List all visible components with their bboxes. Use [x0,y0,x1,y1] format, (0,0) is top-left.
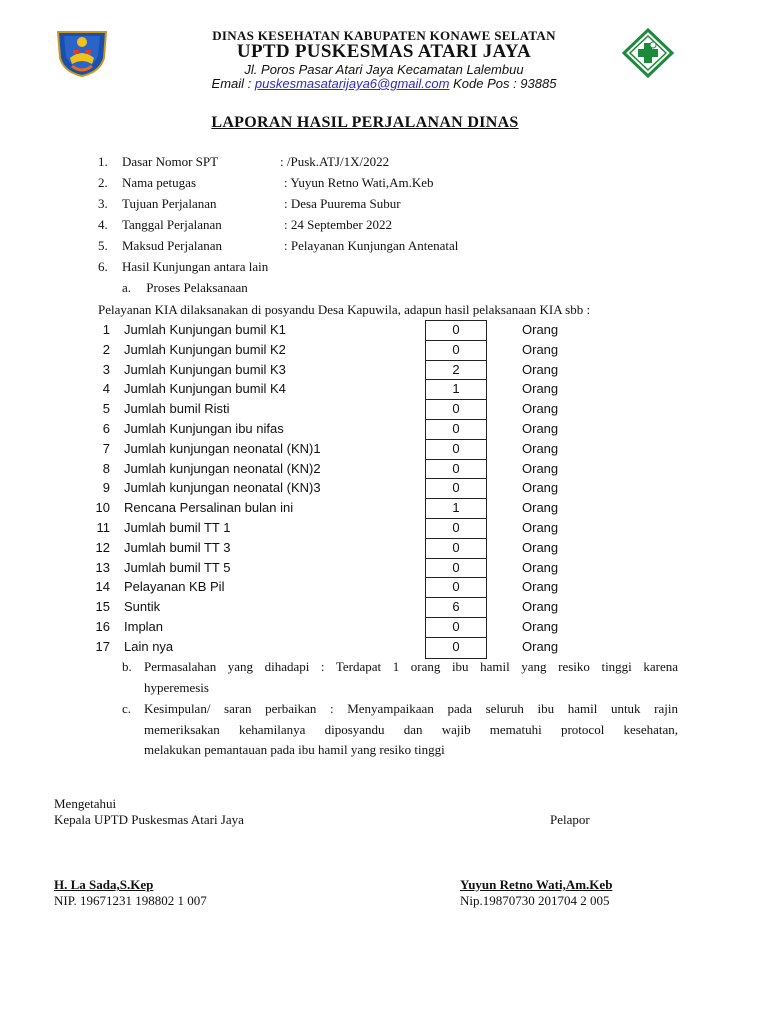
kia-table [82,320,768,660]
kia-row-label: Jumlah Kunjungan bumil K2 [124,341,286,357]
kia-row-number: 17 [95,638,110,654]
kia-row [82,498,768,518]
kia-row-value: 2 [452,361,460,377]
kia-row-label: Jumlah bumil TT 1 [124,520,231,535]
kia-row-number: 11 [96,520,110,535]
kia-row-number: 14 [95,579,110,595]
kia-row-value: 0 [452,421,460,436]
kia-row [82,340,768,360]
section-b-letter: b. [122,659,132,674]
head-name: H. La Sada,S.Kep [54,877,154,892]
kia-row-label: Jumlah bumil TT 3 [124,539,231,555]
info-number: 1. [98,154,108,169]
kia-row-number: 13 [95,559,110,575]
kia-row-number: 16 [95,619,110,634]
kia-row-number: 8 [102,460,110,476]
address: Jl. Poros Pasar Atari Jaya Kecamatan Lalembuu [244,62,524,77]
kia-row [82,399,768,419]
kia-row-number: 4 [102,381,110,397]
kia-row-unit: Orang [522,638,559,654]
section-c-letter: c. [122,701,132,716]
info-label: Dasar Nomor SPT [122,154,219,169]
kia-row [82,617,768,637]
section-a-label: Proses Pelaksanaan [146,280,248,295]
info-row [98,173,698,193]
organization-name: UPTD PUSKESMAS ATARI JAYA [236,41,532,62]
kia-row-number: 6 [102,421,110,436]
kia-row-number: 12 [95,539,110,555]
kia-row-value: 0 [452,619,460,634]
head-nip: NIP. 19671231 198802 1 007 [54,893,207,908]
info-number: 2. [98,175,108,190]
kia-row-value: 0 [452,341,460,357]
kia-row-label: Suntik [124,599,161,615]
section-b [122,657,678,698]
kia-row [82,558,768,578]
info-number: 3. [98,196,108,211]
kia-row-unit: Orang [522,460,559,476]
kia-row-label: Jumlah bumil Risti [124,401,230,417]
kia-row [82,320,768,340]
acknowledged-label: Mengetahui [54,796,117,811]
info-row [98,257,698,277]
kia-row-unit: Orang [522,500,559,516]
kia-row-value: 0 [452,460,460,476]
kia-row [82,419,768,439]
info-row [98,236,698,256]
section-c-line3: melakukan pemantauan pada ibu hamil yang resiko tinggi [144,742,445,757]
kia-row-label: Jumlah Kunjungan bumil K1 [124,322,286,337]
kia-row-number: 9 [102,480,110,496]
kia-row-value: 0 [452,401,460,417]
info-label: Tujuan Perjalanan [122,196,217,211]
contact-line [0,76,768,91]
email-link[interactable]: puskesmasatarijaya6@gmail.com [254,76,450,91]
kia-row-number: 7 [102,440,110,456]
kia-intro: Pelayanan KIA dilaksanakan di posyandu Desa Kapuwila, adapun hasil pelaksanaan KIA sbb : [98,302,591,317]
head-title: Kepala UPTD Puskesmas Atari Jaya [54,812,244,827]
kia-row-value: 0 [452,579,460,595]
reporter-name: Yuyun Retno Wati,Am.Keb [460,877,613,892]
info-value: : Desa Puurema Subur [284,196,401,211]
kia-row-value: 0 [452,539,460,555]
kia-row [82,360,768,380]
kia-row-number: 5 [102,401,110,417]
info-value: : Pelayanan Kunjungan Antenatal [284,238,459,253]
kia-row-label: Rencana Persalinan bulan ini [124,500,294,516]
info-label: Nama petugas [122,175,197,190]
report-title: LAPORAN HASIL PERJALANAN DINAS [211,114,519,131]
info-row [98,194,698,214]
kia-row-value: 0 [452,322,460,337]
info-value: : Yuyun Retno Wati,Am.Keb [284,175,434,190]
kia-row-label: Lain nya [124,638,174,654]
info-row [98,215,698,235]
email-label: Email : [211,76,252,91]
kia-row-number: 1 [102,322,110,337]
kia-row-label: Jumlah kunjungan neonatal (KN)2 [124,460,321,476]
reporter-nip: Nip.19870730 201704 2 005 [460,893,610,908]
kia-row-unit: Orang [522,480,559,496]
section-b-line2: hyperemesis [144,679,209,695]
kia-row-value: 0 [452,559,460,575]
kia-row-label: Jumlah Kunjungan bumil K3 [124,361,286,377]
section-c-line1: Kesimpulan/ saran perbaikan : Menyampaikaan pada seluruh ibu hamil untuk rajin [144,701,678,716]
kia-row-unit: Orang [522,341,559,357]
section-c [122,699,678,761]
kia-row [82,379,768,399]
info-value: : 24 September 2022 [284,217,392,232]
kia-row-number: 10 [95,500,110,516]
section-b-line1: Permasalahan yang dihadapi : Terdapat 1 orang ibu hamil yang resiko tinggi karena [144,659,678,674]
kia-row-label: Jumlah kunjungan neonatal (KN)3 [124,480,321,496]
kia-row-unit: Orang [522,421,559,436]
kia-row-value: 0 [452,440,460,456]
kia-row-unit: Orang [522,381,559,397]
info-number: 6. [98,259,108,274]
kia-row-unit: Orang [522,401,559,417]
kia-row [82,459,768,479]
kia-row-unit: Orang [522,539,559,555]
info-label: Maksud Perjalanan [122,238,223,253]
kia-row-label: Pelayanan KB Pil [124,579,225,595]
kia-row [82,518,768,538]
kia-row-label: Jumlah Kunjungan bumil K4 [124,381,286,397]
kia-row [82,577,768,597]
info-label: Tanggal Perjalanan [122,217,222,232]
kia-row [82,637,768,657]
kia-row-label: Jumlah Kunjungan ibu nifas [124,421,284,436]
kia-row-value: 1 [452,500,460,516]
kia-row-number: 2 [102,341,110,357]
kia-row-value: 6 [452,599,460,615]
kia-row-number: 3 [102,361,110,377]
agency-name: DINAS KESEHATAN KABUPATEN KONAWE SELATAN [212,28,556,43]
info-value: : /Pusk.ATJ/1X/2022 [280,154,390,169]
postcode: Kode Pos : 93885 [453,76,557,91]
kia-row [82,478,768,498]
kia-row [82,538,768,558]
kia-row-unit: Orang [522,440,559,456]
section-a-letter: a. [122,280,132,295]
kia-row-label: Jumlah kunjungan neonatal (KN)1 [124,440,321,456]
kia-row-unit: Orang [522,559,559,575]
reporter-title: Pelapor [550,812,590,827]
kia-row-value: 0 [452,480,460,496]
kia-row [82,439,768,459]
kia-row-unit: Orang [522,322,559,337]
section-a [122,280,248,296]
info-row [98,152,698,172]
info-number: 4. [98,217,108,232]
kia-row-value: 0 [452,638,460,654]
kia-row-unit: Orang [522,619,559,634]
kia-row [82,597,768,617]
kia-row-value: 1 [452,381,460,397]
kia-row-unit: Orang [522,579,559,595]
info-label: Hasil Kunjungan antara lain [122,259,269,274]
kia-row-unit: Orang [522,361,559,377]
section-c-line2: memeriksakan kehamilanya diposyandu dan wajib mematuhi protocol kesehatan, [144,721,678,737]
kia-row-value: 0 [452,520,460,535]
kia-row-label: Jumlah bumil TT 5 [124,559,231,575]
info-number: 5. [98,238,108,253]
kia-row-unit: Orang [522,599,559,615]
kia-row-label: Implan [124,619,164,634]
kia-row-unit: Orang [522,520,559,535]
kia-row-number: 15 [95,599,110,615]
